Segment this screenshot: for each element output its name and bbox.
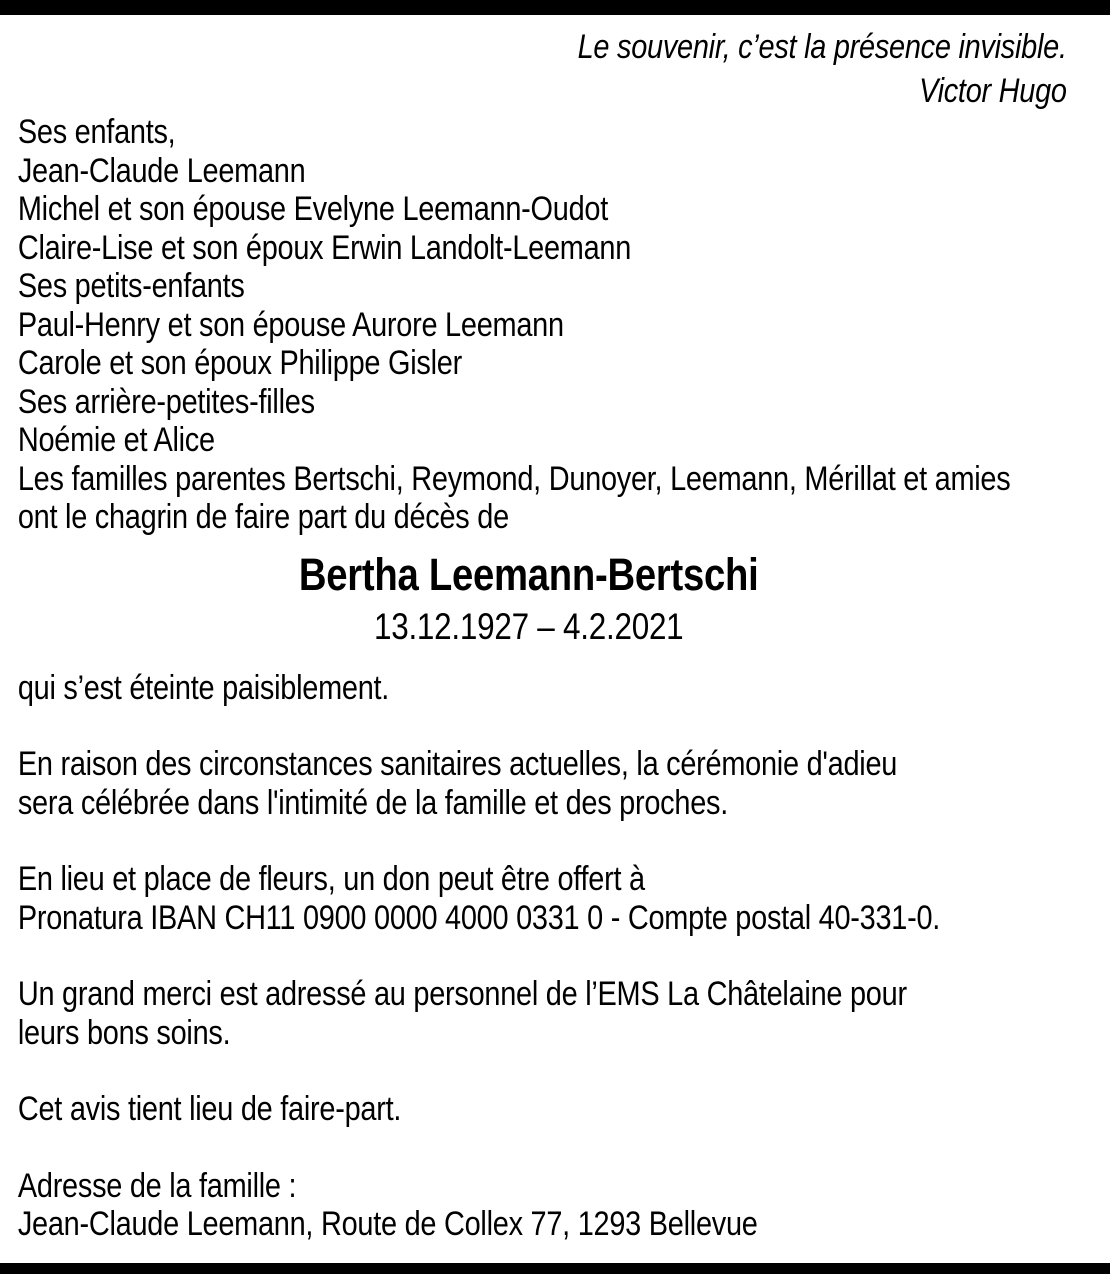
family-line: Les familles parentes Bertschi, Reymond, Dunoyer, Leemann, Mérillat et amies (17, 459, 1011, 498)
family-line: Claire-Lise et son époux Erwin Landolt-Leemann (17, 228, 632, 267)
family-line: Ses arrière-petites-filles (17, 382, 315, 421)
bottom-border (0, 1263, 1110, 1274)
family-line: Ses enfants, (17, 113, 176, 151)
paragraph-line: En lieu et place de fleurs, un don peut être offert à (17, 860, 645, 898)
paragraph-line: Pronatura IBAN CH11 0900 0000 4000 0331 0 - Compte postal 40-331-0. (17, 898, 941, 937)
deceased-name: Bertha Leemann-Bertschi (298, 548, 759, 600)
family-line: Michel et son épouse Evelyne Leemann-Oudot (17, 190, 608, 228)
address-label-line: Adresse de la famille : (17, 1166, 297, 1205)
paragraph-line: Un grand merci est adressé au personnel de l’EMS La Châtelaine pour (17, 975, 907, 1013)
family-line: Carole et son époux Philippe Gisler (17, 344, 462, 382)
paragraph-line: Cet avis tient lieu de faire-part. (17, 1090, 402, 1128)
deceased-block (0, 547, 1057, 651)
family-line: Paul-Henry et son épouse Aurore Leemann (17, 305, 564, 344)
address-line: Jean-Claude Leemann, Route de Collex 77, 1293 Bellevue (17, 1205, 758, 1243)
paragraph-line: sera célébrée dans l'intimité de la famille et des proches. (17, 783, 728, 822)
family-line: Ses petits-enfants (17, 267, 245, 305)
top-border (0, 0, 1110, 15)
paragraph-line: En raison des circonstances sanitaires actuelles, la cérémonie d'adieu (17, 745, 898, 783)
life-dates: 13.12.1927 – 4.2.2021 (373, 605, 684, 647)
family-line: Jean-Claude Leemann (17, 151, 306, 190)
quote-text: Le souvenir, c’est la présence invisible. (577, 28, 1067, 66)
family-line: ont le chagrin de faire part du décès de (17, 498, 509, 536)
notice-content (0, 15, 1110, 1282)
family-line: Noémie et Alice (17, 421, 215, 459)
quote-attribution: Victor Hugo (919, 72, 1067, 110)
epigraph (0, 25, 1110, 113)
paragraph-line: leurs bons soins. (17, 1013, 231, 1052)
notice-body (0, 669, 1110, 1244)
family-list (0, 113, 1110, 537)
paragraph-line: qui s’est éteinte paisiblement. (17, 668, 390, 707)
